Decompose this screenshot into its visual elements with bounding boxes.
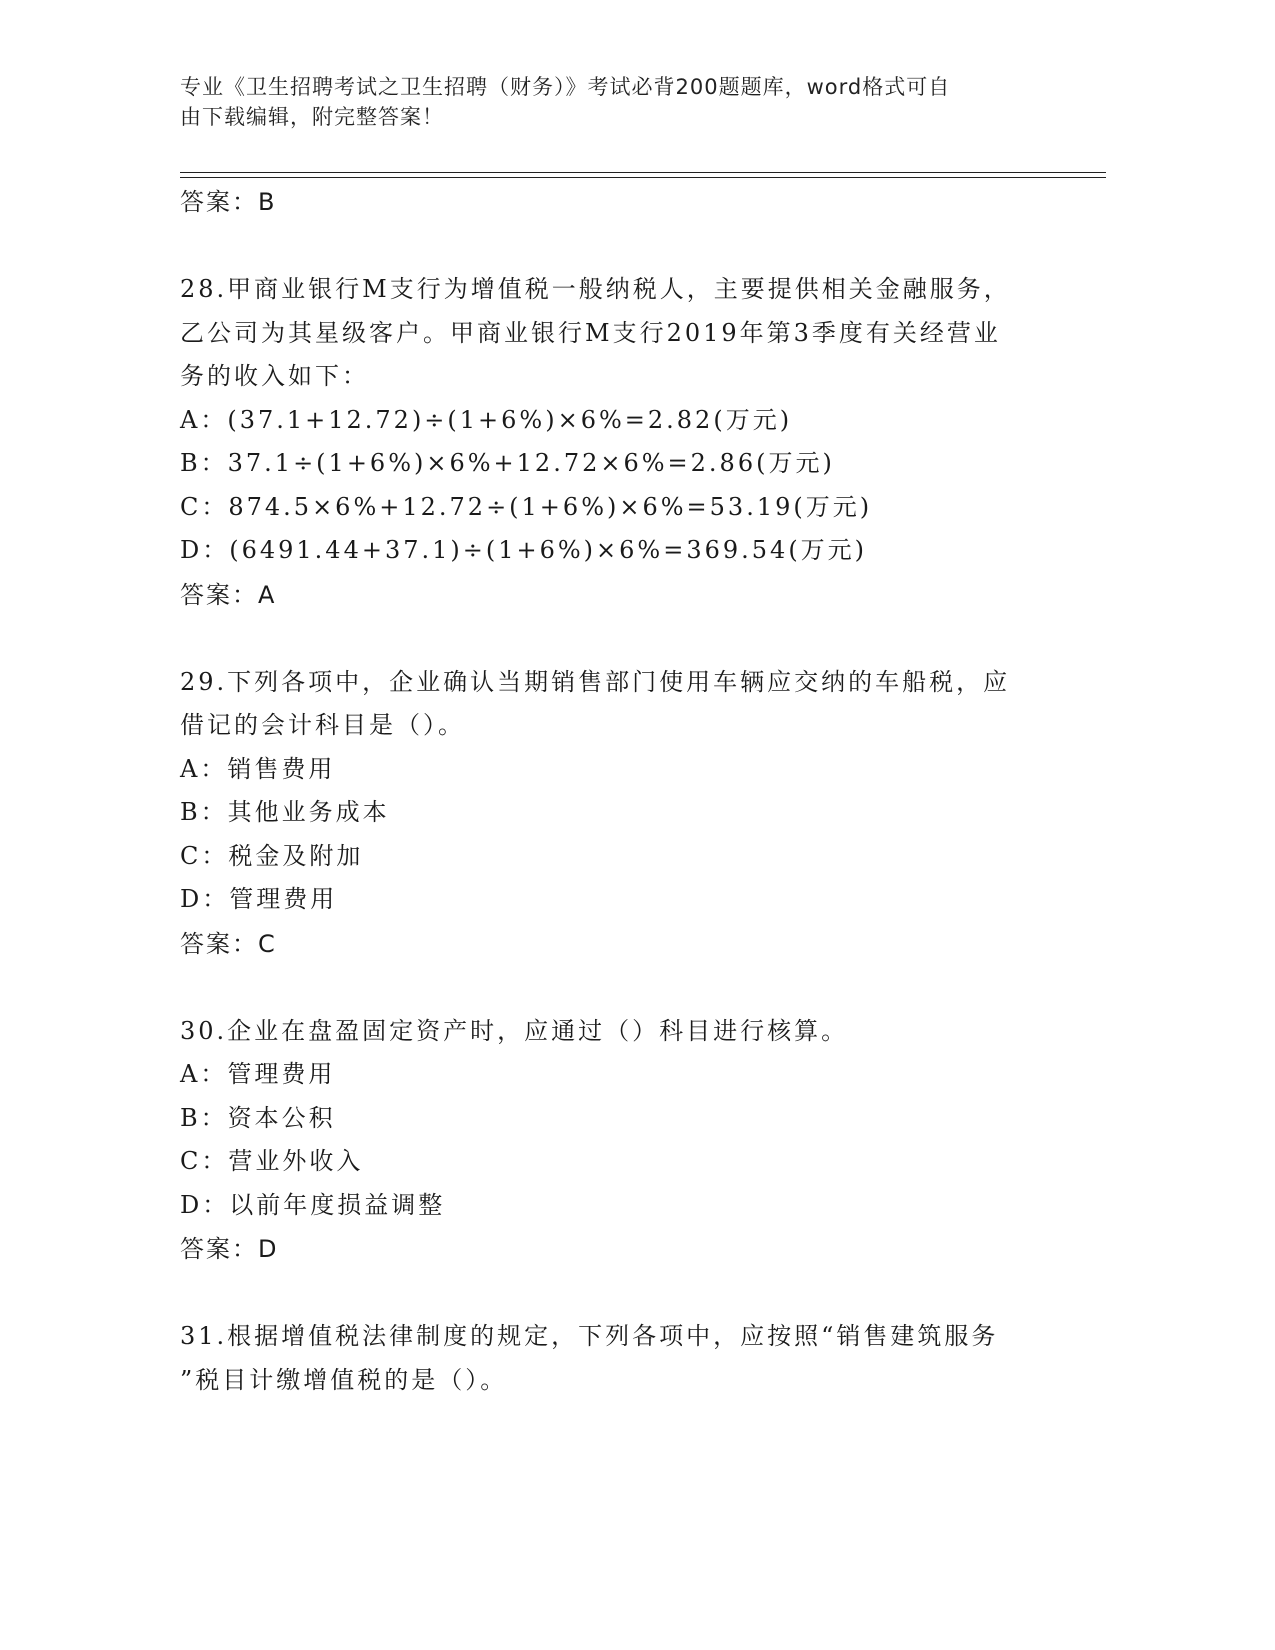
question-text-line: ”税目计缴增值税的是（）。: [180, 1365, 508, 1394]
section-spacer: [180, 224, 1060, 268]
question-content: [180, 180, 1060, 1402]
question-text-line: 30.企业在盘盈固定资产时，应通过（）科目进行核算。: [180, 1016, 849, 1045]
option-line: A：管理费用: [180, 1060, 336, 1088]
question-text-line: 31.根据增值税法律制度的规定，下列各项中，应按照“销售建筑服务: [180, 1322, 999, 1350]
option-line: D：(6491.44+37.1)÷(1+6%)×6%=369.54(万元): [180, 536, 868, 564]
option-line: D：管理费用: [180, 885, 338, 913]
header-divider-bottom: [180, 177, 1106, 178]
section-spacer: [180, 966, 1060, 1010]
option-line: B：37.1÷(1+6%)×6%+12.72×6%=2.86(万元): [180, 449, 835, 477]
header-divider-top: [180, 172, 1106, 173]
option-line: B：资本公积: [180, 1103, 336, 1132]
option-line: C：874.5×6%+12.72÷(1+6%)×6%=53.19(万元): [180, 492, 873, 521]
answer-line: 答案：A: [180, 580, 277, 609]
option-line: B：其他业务成本: [180, 798, 390, 826]
section-spacer: [180, 617, 1060, 661]
question-text-line: 务的收入如下：: [180, 362, 369, 390]
document-header: [180, 72, 1050, 132]
option-line: C：税金及附加: [180, 841, 364, 870]
question-text-line: 29.下列各项中，企业确认当期销售部门使用车辆应交纳的车船税，应: [180, 667, 1011, 696]
question-text-line: 乙公司为其星级客户。甲商业银行M支行2019年第3季度有关经营业: [180, 318, 1001, 347]
option-line: A：(37.1+12.72)÷(1+6%)×6%=2.82(万元): [180, 405, 793, 434]
option-line: D：以前年度损益调整: [180, 1190, 446, 1219]
answer-line: 答案：B: [180, 188, 277, 216]
answer-line: 答案：D: [180, 1235, 279, 1263]
option-line: A：销售费用: [180, 754, 336, 783]
header-line-1: 专业《卫生招聘考试之卫生招聘（财务）》考试必背200题题库，word格式可自: [180, 75, 951, 99]
question-text-line: 借记的会计科目是（）。: [180, 711, 465, 739]
answer-line: 答案：C: [180, 929, 277, 958]
option-line: C：营业外收入: [180, 1147, 364, 1175]
section-spacer: [180, 1271, 1060, 1315]
header-line-2: 由下载编辑，附完整答案！: [180, 105, 444, 129]
question-text-line: 28.甲商业银行M支行为增值税一般纳税人，主要提供相关金融服务，: [180, 275, 1011, 303]
